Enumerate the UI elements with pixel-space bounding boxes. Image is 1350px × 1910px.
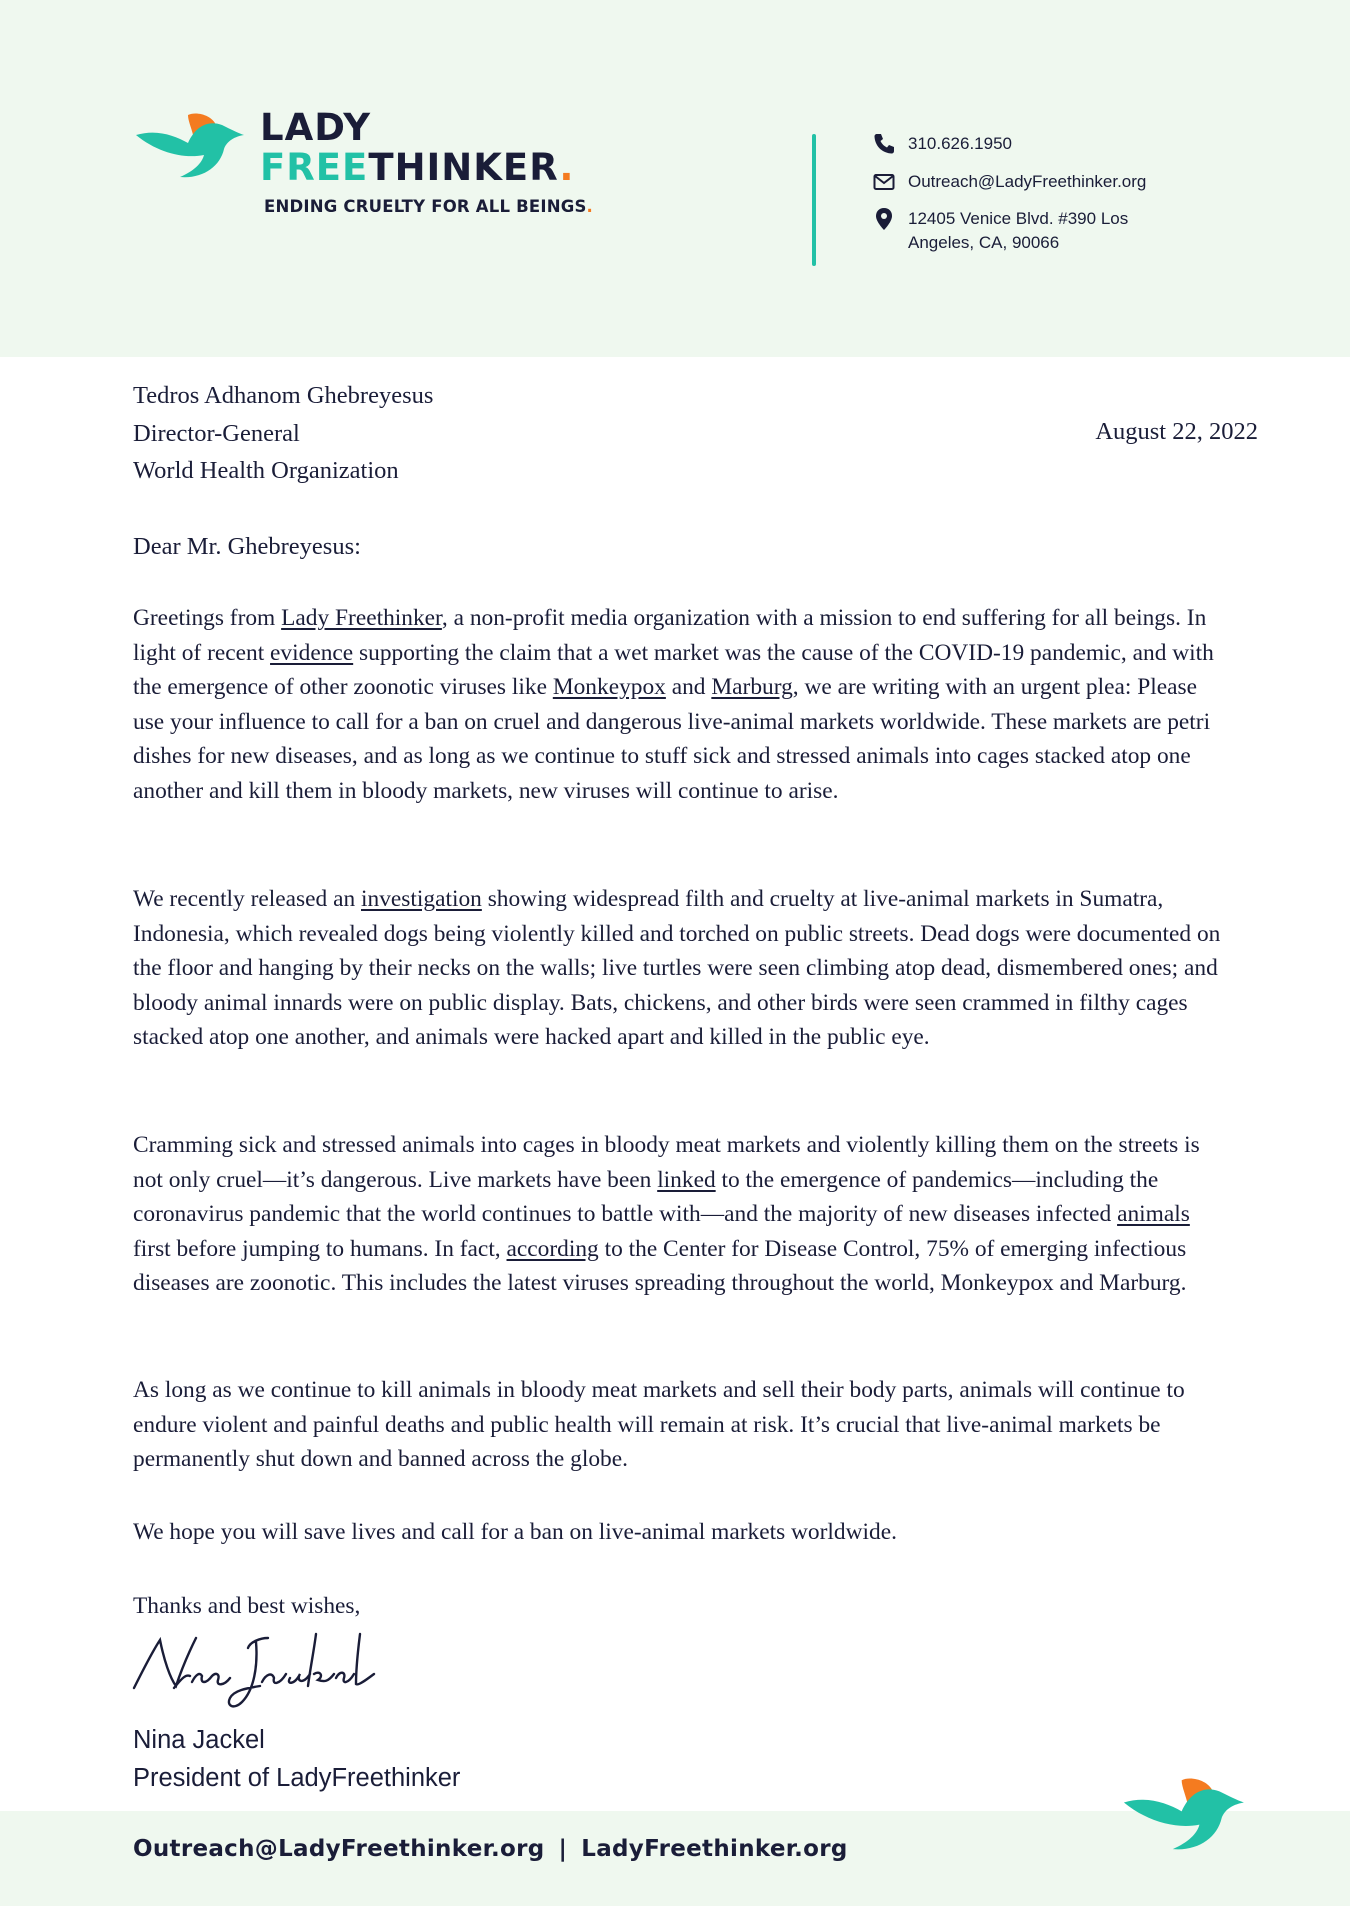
contact-phone <box>872 132 1168 156</box>
p3-text-2: to the emergence of pandemics—including the coronavirus pandemic that the world continues to battle with—and the majority of new diseases infected <box>133 1166 1159 1228</box>
brand-tagline <box>264 197 593 216</box>
p3-text-3: first before jumping to humans. In fact, <box>133 1235 507 1262</box>
recipient-title: Director-General <box>133 419 300 447</box>
tagline-text: ENDING CRUELTY FOR ALL BEINGS <box>264 197 587 216</box>
recipient-block <box>133 377 433 490</box>
p1-text-3: supporting the claim that a wet market was the cause of the COVID-19 pandemic, and with the emergence of other zoonotic viruses like <box>133 639 1214 701</box>
link-linked[interactable]: linked <box>657 1166 716 1193</box>
letter-date: August 22, 2022 <box>1095 418 1258 445</box>
footer-contact <box>133 1836 848 1862</box>
p2-text-1: We recently released an <box>133 886 361 912</box>
link-evidence[interactable]: evidence <box>270 639 354 666</box>
footer-bird-logo-icon <box>1122 1778 1248 1858</box>
p1-text-5: , we are writing with an urgent plea: Please use your influence to call for a ban on cruel and dangerous live-animal markets worldwide. These markets are petri dishes for new diseases, and as long as we continue to stuff sick and stressed animals into cages stacked atop one another and kill them in bloody markets, new viruses will continue to arise. <box>133 674 1211 804</box>
bird-logo-icon <box>136 113 246 185</box>
signer-title: President of LadyFreethinker <box>133 1764 461 1792</box>
location-pin-icon <box>872 207 896 231</box>
link-investigation[interactable]: investigation <box>361 886 482 912</box>
p2-text-2: showing widespread filth and cruelty at live-animal markets in Sumatra, Indonesia, which revealed dogs being violently killed and torched on public streets. Dead dogs were documented on the floor and hanging by their necks on the walls; live turtles were seen climbing atop dead, dismembered ones; and bloody animal innards were on public display. Bats, chickens, and other birds were seen crammed in filthy cages stacked atop one another, and animals were hacked apart and killed in the public eye. <box>133 886 1221 1051</box>
p1-text-4: and <box>665 674 712 701</box>
recipient-name: Tedros Adhanom Ghebreyesus <box>133 382 434 409</box>
link-monkeypox[interactable]: Monkeypox <box>552 674 666 701</box>
paragraph-5: We hope you will save lives and call for a ban on live-animal markets worldwide. <box>133 1519 897 1545</box>
brand-free: FREE <box>260 146 369 189</box>
p3-text-4: to the Center for Disease Control, 75% of emerging infectious diseases are zoonotic. This includes the latest viruses spreading throughout the world, Monkeypox and Marburg. <box>133 1235 1187 1297</box>
address-text: 12405 Venice Blvd. #390 Los Angeles, CA, 90066 <box>908 209 1129 252</box>
p1-text-1: Greetings from <box>133 605 282 631</box>
salutation: Dear Mr. Ghebreyesus: <box>133 533 361 560</box>
mail-icon <box>872 170 896 194</box>
paragraph-4: As long as we continue to kill animals in bloody meat markets and sell their body parts, animals will continue to endure violent and painful deaths and public health will remain at risk. It’s crucial that live-animal markets be permanently shut down and banned across the globe. <box>133 1377 1185 1473</box>
paragraph-1 <box>133 601 1223 809</box>
phone-text: 310.626.1950 <box>908 134 1012 153</box>
contact-email <box>872 170 1168 194</box>
email-text: Outreach@LadyFreethinker.org <box>908 172 1147 191</box>
brand-line2 <box>260 148 574 188</box>
phone-icon <box>872 132 896 156</box>
brand-thinker: THINKER <box>368 146 560 189</box>
brand-dot: . <box>559 146 575 189</box>
footer-separator: | <box>558 1836 568 1862</box>
link-animals[interactable]: animals <box>1117 1201 1190 1228</box>
link-lady-freethinker[interactable]: Lady Freethinker <box>281 605 442 631</box>
recipient-org: World Health Organization <box>133 457 399 484</box>
link-marburg[interactable]: Marburg <box>711 674 793 701</box>
handwritten-signature <box>130 1630 400 1715</box>
footer-email-link[interactable]: Outreach@LadyFreethinker.org <box>133 1836 545 1862</box>
signer-name: Nina Jackel <box>133 1726 265 1754</box>
header-divider <box>812 134 816 266</box>
brand-line1: LADY <box>260 106 372 149</box>
link-according[interactable]: according <box>506 1235 599 1262</box>
paragraph-2 <box>133 882 1223 1055</box>
brand-wordmark <box>260 108 574 188</box>
footer-website-link[interactable]: LadyFreethinker.org <box>581 1836 848 1862</box>
signer-block <box>133 1721 460 1797</box>
tagline-dot: . <box>586 197 594 216</box>
closing: Thanks and best wishes, <box>133 1593 361 1619</box>
p3-text-1: Cramming sick and stressed animals into cages in bloody meat markets and violently killing them on the streets is not only cruel—it’s dangerous. Live markets have been <box>133 1132 1200 1193</box>
paragraph-3 <box>133 1128 1223 1301</box>
p1-text-2: , a non-profit media organization with a mission to end suffering for all beings. In light of recent <box>133 605 1207 666</box>
contact-address <box>872 207 1168 255</box>
